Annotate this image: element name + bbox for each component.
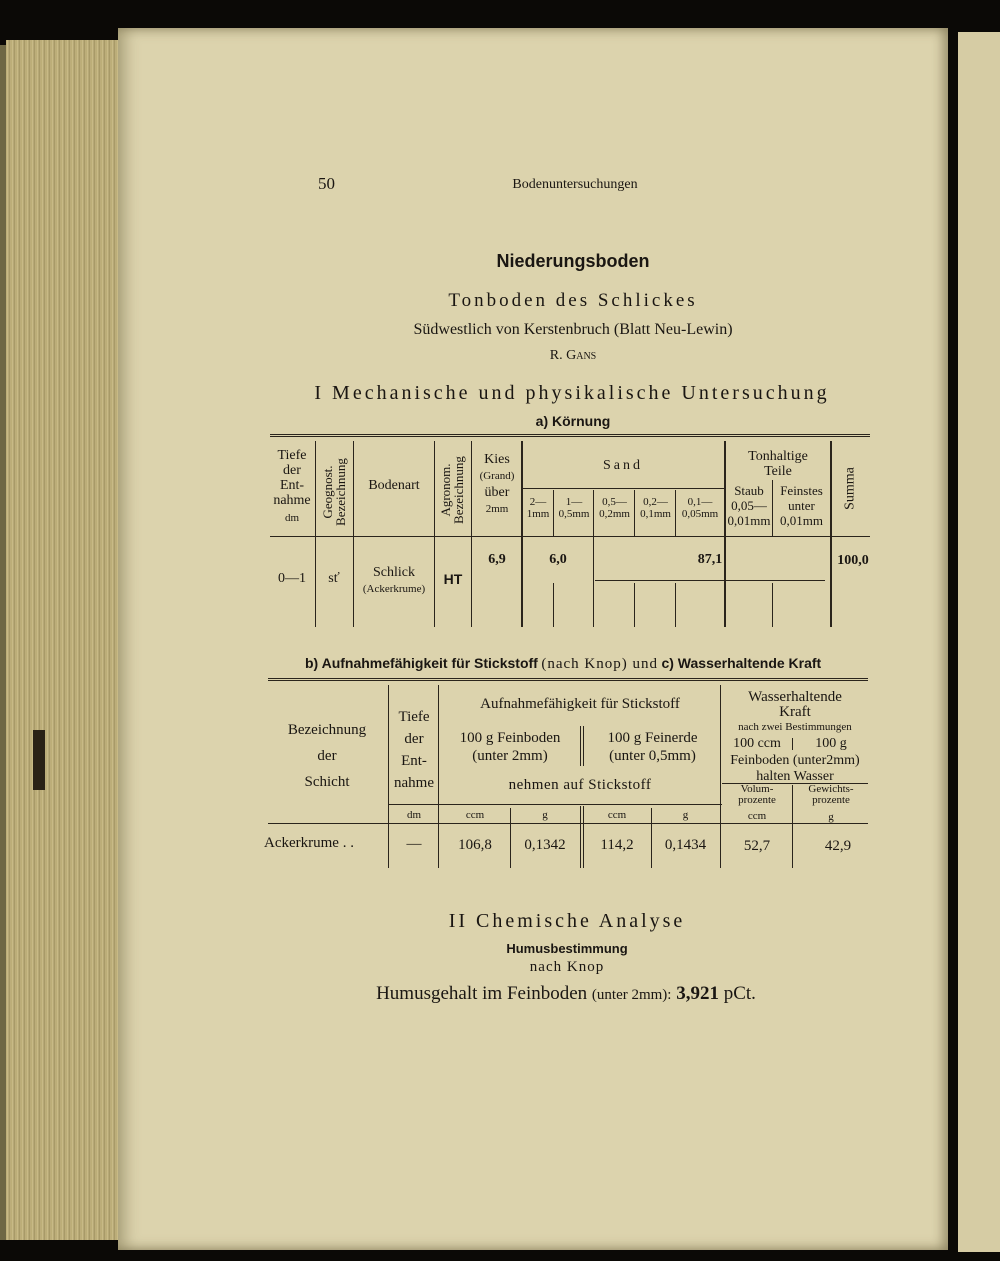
book-page-edges	[6, 40, 126, 1240]
header-nehmen: nehmen auf Stickstoff	[508, 777, 652, 793]
header-staub: Staub 0,05— 0,01mm	[727, 483, 771, 528]
binding-tab	[33, 730, 45, 790]
row-bezeichnung: Ackerkrume . .	[264, 835, 354, 851]
header-gewicht: Gewichts- prozente	[808, 783, 854, 806]
header-sand-col-1: 2— 1mm	[526, 496, 550, 520]
row-value: 52,7	[743, 838, 771, 854]
header-sand-col-5: 0,1— 0,05mm	[681, 496, 719, 520]
header-summa: Summa	[842, 467, 858, 510]
header-halten: halten Wasser	[756, 769, 834, 784]
section-bc-heading: b) Aufnahmefähigkeit für Stickstoff (nach Knop) und c) Wasserhaltende Kraft	[305, 655, 822, 672]
header-100ccm: 100 ccm	[733, 736, 781, 751]
table1-body-rule	[595, 580, 825, 581]
section1-heading: I Mechanische und physikalische Untersuchung	[314, 382, 830, 404]
row-sand-total: 6,0	[549, 552, 567, 567]
row-summa: 100,0	[837, 553, 869, 568]
table2-top-rule	[268, 678, 868, 681]
title: Niederungsboden	[496, 251, 650, 271]
header-tonhaltige: Tonhaltige Teile	[748, 449, 808, 479]
col-sep	[438, 685, 439, 868]
col-sep	[315, 441, 316, 627]
row-value: 0,1342	[524, 837, 566, 853]
running-head: Bodenuntersuchungen	[512, 177, 638, 192]
row-kies: 6,9	[488, 552, 506, 567]
facing-page-edge	[958, 32, 1000, 1252]
section2-sub: Humusbestimmung	[506, 941, 628, 956]
table1-header-rule	[270, 536, 870, 537]
col-sep	[353, 441, 354, 627]
header-agronom: Agronom. Bezeichnung	[438, 456, 466, 524]
table2-unit-rule	[388, 804, 440, 805]
humus-result: Humusgehalt im Feinboden (unter 2mm): 3,921 pCt.	[376, 983, 756, 1004]
col-sep	[434, 441, 435, 627]
header-sand-col-3: 0,5— 0,2mm	[599, 496, 630, 520]
header-wasser: Wasserhaltende Kraft	[748, 689, 842, 720]
row-value: 0,1434	[664, 837, 707, 853]
unit-g-1: g	[542, 809, 548, 821]
col-sep	[580, 806, 581, 868]
page-number: 50	[318, 174, 335, 193]
header-bezeichnung: Bezeichnung der Schicht	[287, 722, 367, 790]
col-sep	[583, 726, 584, 766]
header-sand-col-2: 1— 0,5mm	[558, 496, 590, 520]
col-sep	[675, 583, 676, 627]
section2-method: nach Knop	[529, 959, 605, 975]
header-sand-col-4: 0,2— 0,1mm	[640, 496, 671, 520]
unit-w-g: g	[828, 811, 834, 823]
header-tiefe2-unit: dm	[406, 809, 422, 821]
table2-unit-rule	[440, 804, 722, 805]
row-value: 106,8	[458, 837, 492, 853]
row-tiefe2: —	[406, 836, 422, 852]
location: Südwestlich von Kerstenbruch (Blatt Neu-Lewin)	[413, 321, 733, 338]
row-tiefe: 0—1	[278, 571, 306, 586]
section2-heading: II Chemische Analyse	[448, 910, 686, 932]
col-sep	[634, 583, 635, 627]
header-geognost: Geognost. Bezeichnung	[320, 458, 348, 526]
header-volum: Volum- prozente	[738, 783, 776, 806]
col-sep	[471, 441, 472, 627]
row-value: 114,2	[600, 837, 634, 853]
col-sep	[580, 726, 581, 766]
header-feinerde: 100 g Feinerde (unter 0,5mm)	[607, 730, 698, 764]
row-tonhaltige-total: 87,1	[697, 552, 723, 567]
subtitle: Tonboden des Schlickes	[448, 290, 698, 311]
header-100g: 100 g	[815, 736, 847, 751]
header-sand: Sand	[603, 458, 643, 473]
col-sep	[792, 785, 793, 868]
header-aufnahme: Aufnahmefähigkeit für Stickstoff	[480, 696, 680, 712]
row-geognost: sť	[328, 571, 340, 586]
unit-g-2: g	[682, 809, 689, 821]
unit-w-ccm: ccm	[747, 810, 767, 822]
header-tiefe2: Tiefe der Ent- nahme	[394, 709, 434, 791]
table2-header-rule	[268, 823, 868, 824]
header-kies: Kies (Grand) über 2mm	[479, 452, 515, 515]
sand-sub-rule	[523, 488, 725, 489]
row-bodenart: Schlick (Ackerkrume)	[362, 565, 426, 595]
col-sep	[772, 583, 773, 627]
col-sep	[553, 583, 554, 627]
table1-top-rule	[270, 434, 870, 437]
header-bodenart: Bodenart	[368, 478, 420, 493]
header-feinboden2: Feinboden (unter2mm)	[730, 753, 860, 768]
col-sep	[830, 441, 832, 627]
row-agronom: HT	[443, 571, 463, 587]
book-page	[118, 28, 948, 1250]
unit-ccm-2: ccm	[607, 809, 627, 821]
header-feinboden: 100 g Feinboden (unter 2mm)	[459, 730, 561, 764]
col-sep	[792, 738, 793, 750]
header-wasser-note: nach zwei Bestimmungen	[738, 721, 852, 733]
col-sep	[720, 685, 721, 868]
author: R. Gans	[549, 348, 597, 363]
section1-sub-a: a) Körnung	[535, 413, 611, 429]
header-tiefe: Tiefe der Ent- nahme dm	[273, 448, 311, 524]
row-value: 42,9	[824, 838, 852, 854]
unit-ccm-1: ccm	[465, 809, 485, 821]
header-feinstes: Feinstes unter 0,01mm	[780, 483, 823, 528]
col-sep	[388, 685, 389, 868]
